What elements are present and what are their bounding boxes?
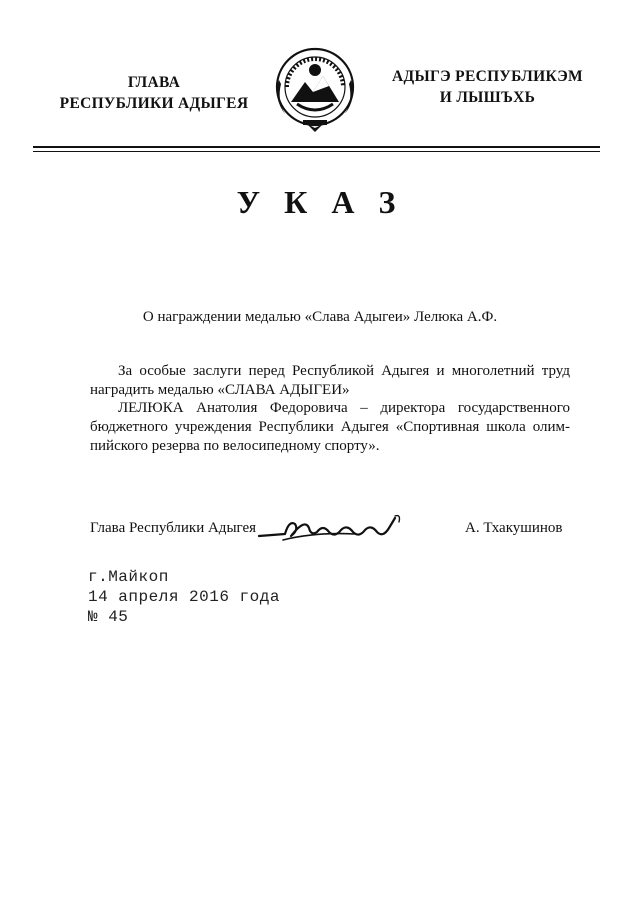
body-line-2: наградить медалью «СЛАВА АДЫГЕИ» (90, 382, 350, 398)
stamp-city: г.Майкоп (88, 568, 169, 586)
header-divider-thick (33, 146, 600, 148)
header-divider-thin (33, 151, 600, 152)
document-title: У К А З (236, 184, 404, 220)
signatory-name: А. Тхакушинов (465, 520, 563, 536)
stamp-number: № 45 (88, 608, 129, 626)
signatory-position: Глава Республики Адыгея (90, 520, 257, 536)
coat-of-arms-icon (267, 40, 363, 136)
stamp-date: 14 апреля 2016 года (88, 588, 280, 606)
body-line-5: пийского резерва по велосипедному спорту». (90, 438, 380, 454)
handwritten-signature (255, 510, 405, 544)
header-right-line1: АДЫГЭ РЕСПУБЛИКЭМ (392, 68, 583, 85)
header-right-line2: И ЛЫШЪХЬ (439, 89, 536, 106)
header-left (38, 72, 270, 114)
body-line-4: бюджетного учреждения Республики Адыгея «Спортивная школа олим- (90, 419, 570, 435)
document-subject: О награждении медалью «Слава Адыгеи» Лелюка А.Ф. (142, 309, 498, 325)
header-right (380, 66, 595, 108)
header-left-line2: РЕСПУБЛИКИ АДЫГЕЯ (59, 95, 249, 112)
body-line-1: За особые заслуги перед Республикой Адыгея и многолетний труд (118, 363, 570, 379)
body-line-3: ЛЕЛЮКА Анатолия Федоровича – директора государственного (118, 400, 570, 416)
header-left-line1: ГЛАВА (127, 74, 181, 91)
